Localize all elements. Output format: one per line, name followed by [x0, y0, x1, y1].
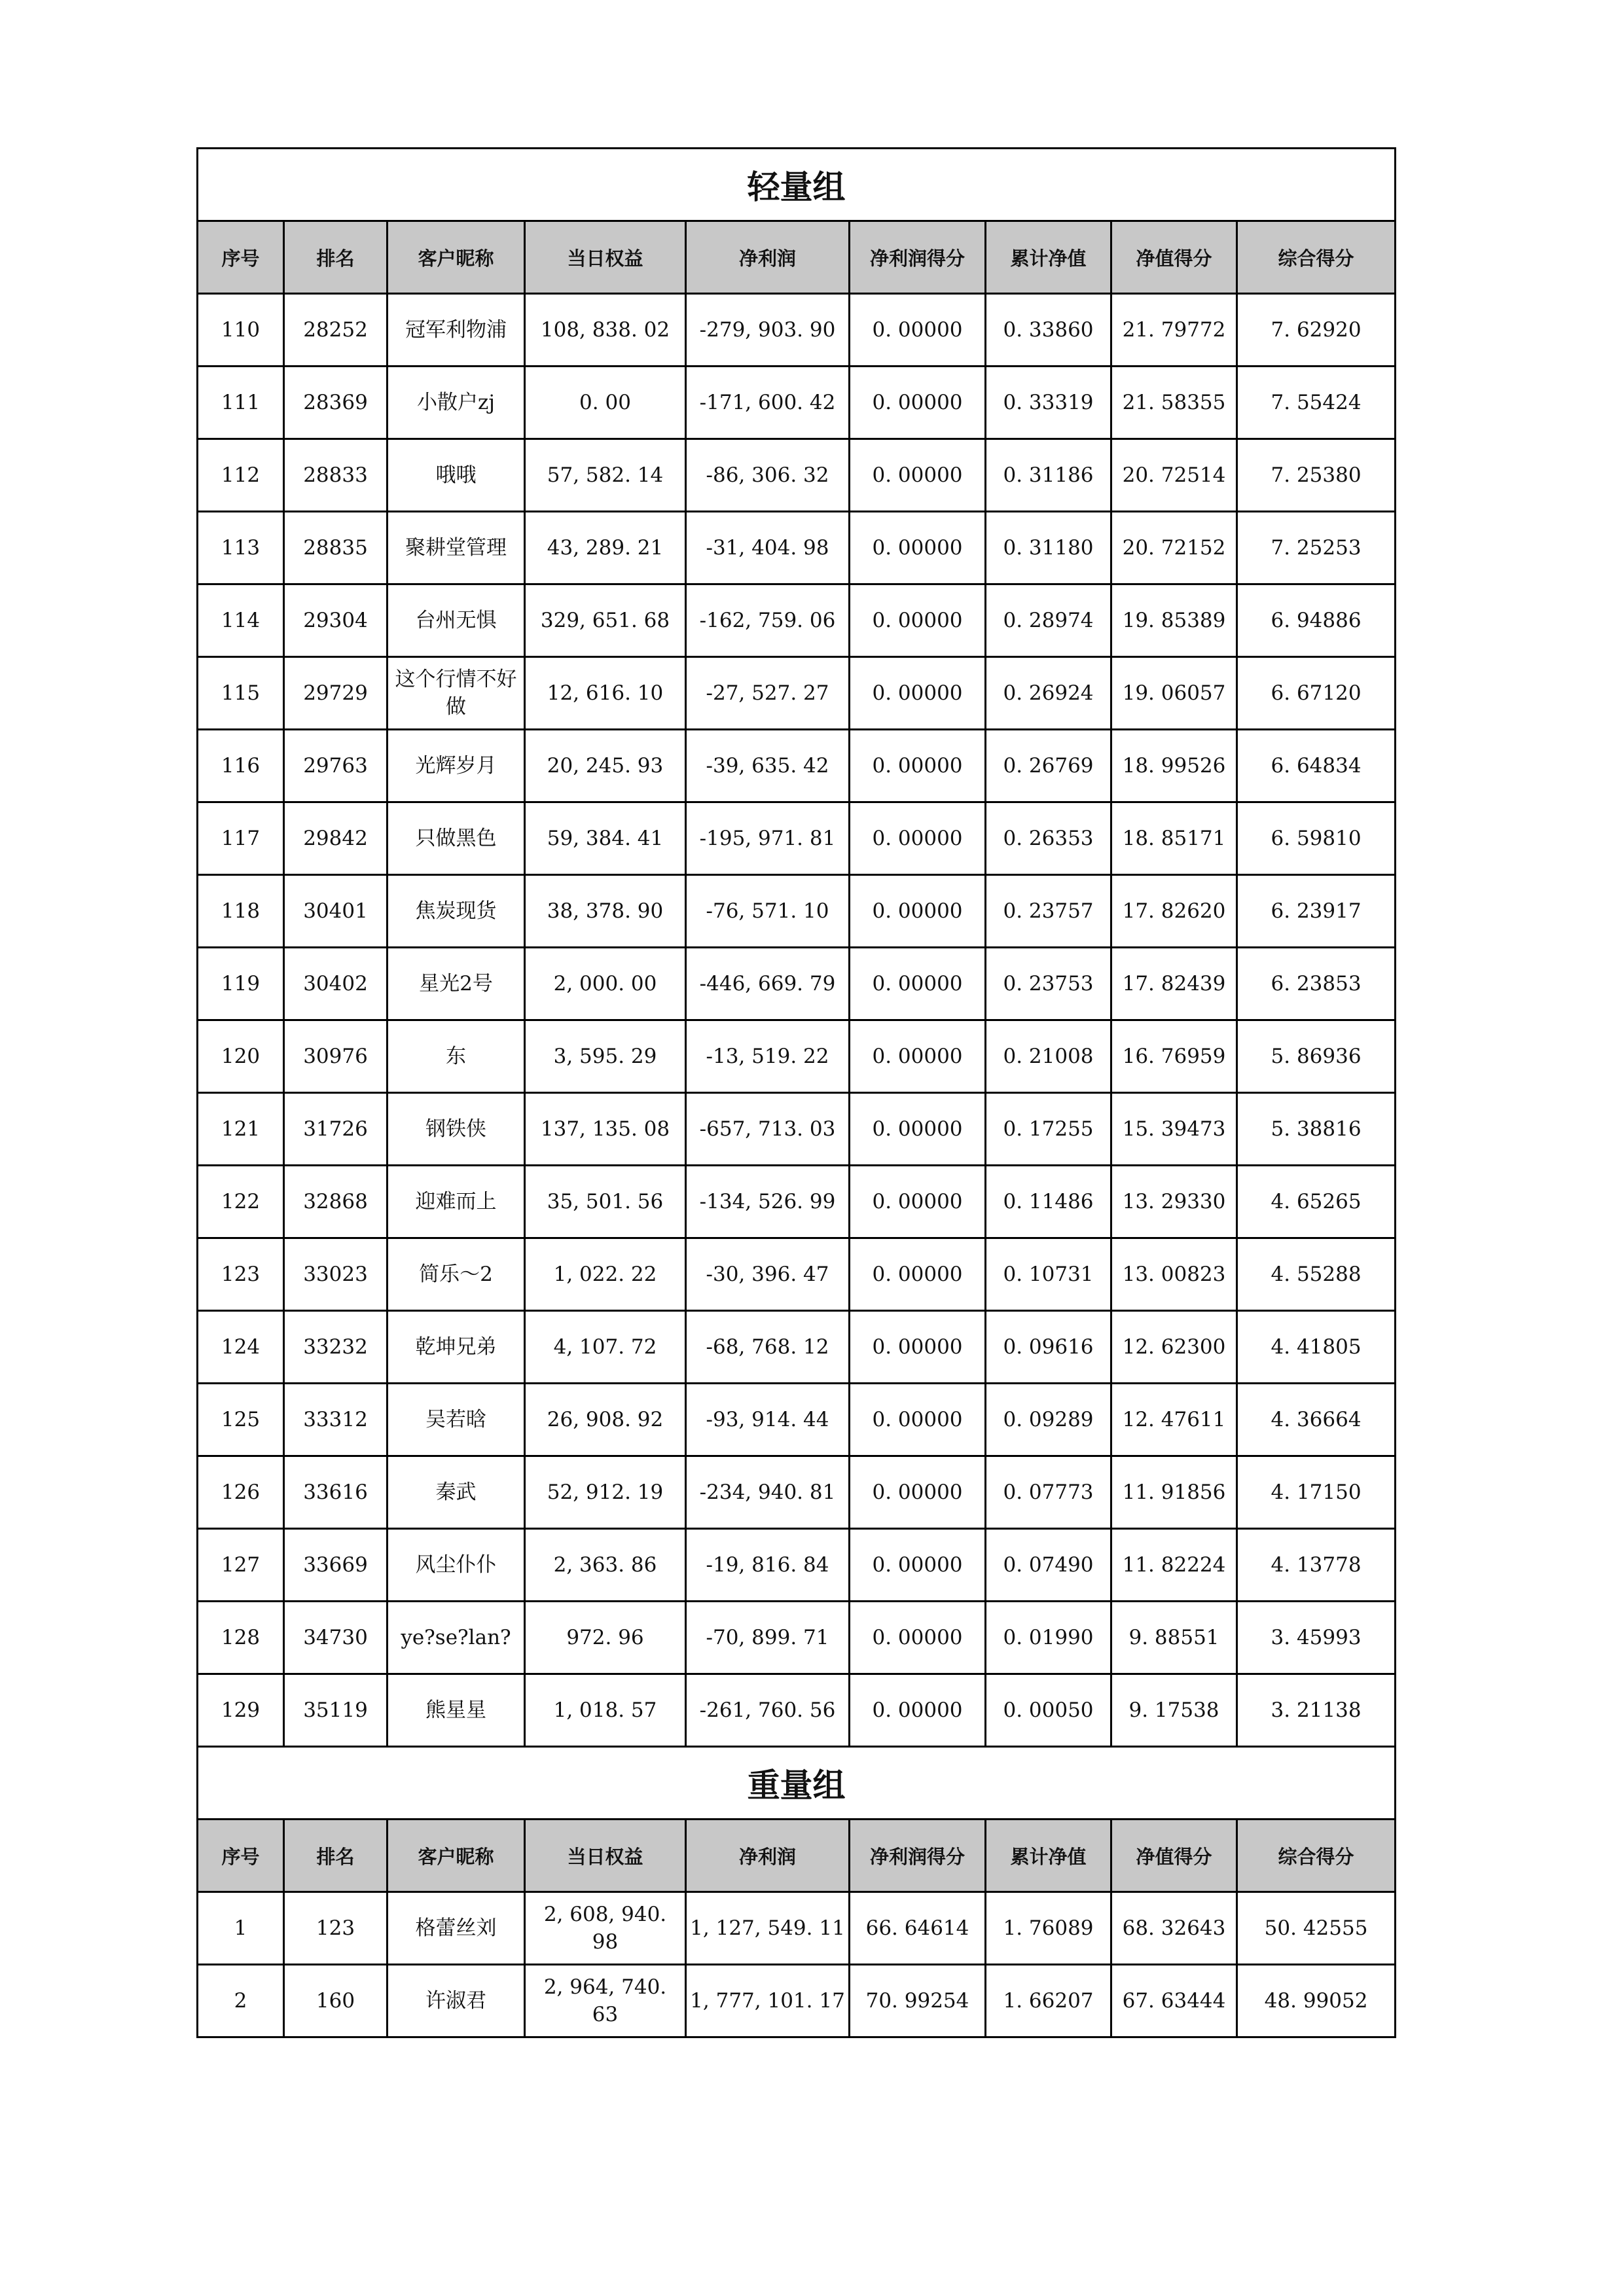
net-profit-cell: -13, 519. 22 [686, 1020, 850, 1093]
nav-score-cell: 21. 79772 [1111, 294, 1237, 367]
nickname-cell: 乾坤兄弟 [388, 1311, 525, 1384]
nickname-cell: 风尘仆仆 [388, 1529, 525, 1602]
overall-score-cell: 50. 42555 [1237, 1892, 1396, 1965]
equity-cell: 2, 000. 00 [525, 948, 686, 1020]
cumulative-nav-cell: 0. 07490 [986, 1529, 1111, 1602]
column-header: 当日权益 [525, 221, 686, 294]
net-profit-score-cell: 0. 00000 [850, 294, 986, 367]
nav-score-cell: 19. 85389 [1111, 584, 1237, 657]
net-profit-score-cell: 0. 00000 [850, 1093, 986, 1166]
rank-cell: 33023 [284, 1238, 388, 1311]
cumulative-nav-cell: 0. 26353 [986, 802, 1111, 875]
serial-cell: 113 [198, 512, 284, 584]
nav-score-cell: 13. 29330 [1111, 1166, 1237, 1238]
rank-cell: 33616 [284, 1456, 388, 1529]
overall-score-cell: 7. 25380 [1237, 439, 1396, 512]
cumulative-nav-cell: 0. 17255 [986, 1093, 1111, 1166]
table-row [198, 657, 1396, 730]
cumulative-nav-cell: 0. 09289 [986, 1384, 1111, 1456]
net-profit-cell: -30, 396. 47 [686, 1238, 850, 1311]
serial-cell: 128 [198, 1602, 284, 1674]
nickname-cell: ye?se?lan? [388, 1602, 525, 1674]
table-row [198, 439, 1396, 512]
nav-score-cell: 19. 06057 [1111, 657, 1237, 730]
overall-score-cell: 4. 17150 [1237, 1456, 1396, 1529]
nickname-cell: 迎难而上 [388, 1166, 525, 1238]
table-row [198, 512, 1396, 584]
table-row [198, 1311, 1396, 1384]
nickname-cell: 许淑君 [388, 1965, 525, 2037]
table-body [198, 149, 1396, 2037]
net-profit-score-cell: 0. 00000 [850, 1311, 986, 1384]
cumulative-nav-cell: 0. 33860 [986, 294, 1111, 367]
group-title: 轻量组 [198, 149, 1396, 221]
cumulative-nav-cell: 0. 31186 [986, 439, 1111, 512]
nav-score-cell: 11. 91856 [1111, 1456, 1237, 1529]
net-profit-score-cell: 0. 00000 [850, 439, 986, 512]
equity-cell: 43, 289. 21 [525, 512, 686, 584]
equity-cell: 0. 00 [525, 367, 686, 439]
net-profit-score-cell: 0. 00000 [850, 1456, 986, 1529]
table-row [198, 584, 1396, 657]
cumulative-nav-cell: 0. 23753 [986, 948, 1111, 1020]
nickname-cell: 聚耕堂管理 [388, 512, 525, 584]
serial-cell: 123 [198, 1238, 284, 1311]
nav-score-cell: 68. 32643 [1111, 1892, 1237, 1965]
net-profit-cell: -171, 600. 42 [686, 367, 850, 439]
cumulative-nav-cell: 0. 01990 [986, 1602, 1111, 1674]
net-profit-score-cell: 70. 99254 [850, 1965, 986, 2037]
equity-cell: 2, 363. 86 [525, 1529, 686, 1602]
cumulative-nav-cell: 0. 10731 [986, 1238, 1111, 1311]
serial-cell: 111 [198, 367, 284, 439]
table-row [198, 1456, 1396, 1529]
overall-score-cell: 5. 38816 [1237, 1093, 1396, 1166]
nav-score-cell: 18. 99526 [1111, 730, 1237, 802]
overall-score-cell: 4. 36664 [1237, 1384, 1396, 1456]
nav-score-cell: 17. 82439 [1111, 948, 1237, 1020]
rank-cell: 33312 [284, 1384, 388, 1456]
overall-score-cell: 7. 25253 [1237, 512, 1396, 584]
cumulative-nav-cell: 0. 21008 [986, 1020, 1111, 1093]
net-profit-score-cell: 0. 00000 [850, 1529, 986, 1602]
column-header: 净利润 [686, 1820, 850, 1892]
net-profit-score-cell: 0. 00000 [850, 584, 986, 657]
overall-score-cell: 4. 41805 [1237, 1311, 1396, 1384]
equity-cell: 52, 912. 19 [525, 1456, 686, 1529]
serial-cell: 121 [198, 1093, 284, 1166]
serial-cell: 124 [198, 1311, 284, 1384]
equity-cell: 1, 022. 22 [525, 1238, 686, 1311]
cumulative-nav-cell: 0. 26924 [986, 657, 1111, 730]
column-header: 序号 [198, 221, 284, 294]
group-title-row [198, 1747, 1396, 1820]
table-row [198, 875, 1396, 948]
serial-cell: 129 [198, 1674, 284, 1747]
nickname-cell: 光辉岁月 [388, 730, 525, 802]
nickname-cell: 东 [388, 1020, 525, 1093]
rank-cell: 32868 [284, 1166, 388, 1238]
equity-cell: 137, 135. 08 [525, 1093, 686, 1166]
cumulative-nav-cell: 0. 07773 [986, 1456, 1111, 1529]
net-profit-score-cell: 0. 00000 [850, 367, 986, 439]
serial-cell: 115 [198, 657, 284, 730]
serial-cell: 119 [198, 948, 284, 1020]
table-row [198, 1384, 1396, 1456]
rank-cell: 29842 [284, 802, 388, 875]
net-profit-score-cell: 0. 00000 [850, 1238, 986, 1311]
serial-cell: 112 [198, 439, 284, 512]
net-profit-score-cell: 0. 00000 [850, 802, 986, 875]
column-header: 净利润得分 [850, 221, 986, 294]
rank-cell: 33232 [284, 1311, 388, 1384]
net-profit-cell: -446, 669. 79 [686, 948, 850, 1020]
rank-cell: 30976 [284, 1020, 388, 1093]
net-profit-cell: -31, 404. 98 [686, 512, 850, 584]
equity-cell: 38, 378. 90 [525, 875, 686, 948]
table-row [198, 1020, 1396, 1093]
table-row [198, 1602, 1396, 1674]
nav-score-cell: 12. 62300 [1111, 1311, 1237, 1384]
net-profit-cell: -134, 526. 99 [686, 1166, 850, 1238]
rank-cell: 28252 [284, 294, 388, 367]
nickname-cell: 钢铁侠 [388, 1093, 525, 1166]
table-row [198, 730, 1396, 802]
overall-score-cell: 3. 45993 [1237, 1602, 1396, 1674]
nav-score-cell: 20. 72514 [1111, 439, 1237, 512]
column-header: 累计净值 [986, 221, 1111, 294]
table-row [198, 1892, 1396, 1965]
nav-score-cell: 15. 39473 [1111, 1093, 1237, 1166]
cumulative-nav-cell: 1. 76089 [986, 1892, 1111, 1965]
net-profit-cell: 1, 127, 549. 11 [686, 1892, 850, 1965]
nav-score-cell: 18. 85171 [1111, 802, 1237, 875]
nickname-cell: 哦哦 [388, 439, 525, 512]
overall-score-cell: 3. 21138 [1237, 1674, 1396, 1747]
rank-cell: 123 [284, 1892, 388, 1965]
overall-score-cell: 48. 99052 [1237, 1965, 1396, 2037]
nickname-cell: 这个行情不好做 [388, 657, 525, 730]
rank-cell: 29763 [284, 730, 388, 802]
cumulative-nav-cell: 0. 00050 [986, 1674, 1111, 1747]
cumulative-nav-cell: 0. 31180 [986, 512, 1111, 584]
nav-score-cell: 9. 88551 [1111, 1602, 1237, 1674]
cumulative-nav-cell: 0. 26769 [986, 730, 1111, 802]
nav-score-cell: 21. 58355 [1111, 367, 1237, 439]
nav-score-cell: 9. 17538 [1111, 1674, 1237, 1747]
nav-score-cell: 20. 72152 [1111, 512, 1237, 584]
header-row [198, 221, 1396, 294]
nickname-cell: 格蕾丝刘 [388, 1892, 525, 1965]
equity-cell: 108, 838. 02 [525, 294, 686, 367]
net-profit-cell: -279, 903. 90 [686, 294, 850, 367]
nickname-cell: 小散户zj [388, 367, 525, 439]
cumulative-nav-cell: 0. 23757 [986, 875, 1111, 948]
rank-cell: 33669 [284, 1529, 388, 1602]
nickname-cell: 星光2号 [388, 948, 525, 1020]
column-header: 综合得分 [1237, 1820, 1396, 1892]
net-profit-score-cell: 66. 64614 [850, 1892, 986, 1965]
nickname-cell: 熊星星 [388, 1674, 525, 1747]
table-row [198, 1238, 1396, 1311]
ranking-table [196, 147, 1396, 2038]
cumulative-nav-cell: 1. 66207 [986, 1965, 1111, 2037]
table-row [198, 1529, 1396, 1602]
nav-score-cell: 67. 63444 [1111, 1965, 1237, 2037]
column-header: 净值得分 [1111, 221, 1237, 294]
rank-cell: 30402 [284, 948, 388, 1020]
rank-cell: 29729 [284, 657, 388, 730]
overall-score-cell: 4. 55288 [1237, 1238, 1396, 1311]
nickname-cell: 台州无惧 [388, 584, 525, 657]
overall-score-cell: 5. 86936 [1237, 1020, 1396, 1093]
cumulative-nav-cell: 0. 09616 [986, 1311, 1111, 1384]
equity-cell: 4, 107. 72 [525, 1311, 686, 1384]
net-profit-cell: -76, 571. 10 [686, 875, 850, 948]
overall-score-cell: 6. 23917 [1237, 875, 1396, 948]
overall-score-cell: 6. 67120 [1237, 657, 1396, 730]
equity-cell: 1, 018. 57 [525, 1674, 686, 1747]
nickname-cell: 焦炭现货 [388, 875, 525, 948]
rank-cell: 28369 [284, 367, 388, 439]
table-row [198, 294, 1396, 367]
nickname-cell: 冠军利物浦 [388, 294, 525, 367]
serial-cell: 116 [198, 730, 284, 802]
nickname-cell: 秦武 [388, 1456, 525, 1529]
equity-cell: 972. 96 [525, 1602, 686, 1674]
net-profit-cell: 1, 777, 101. 17 [686, 1965, 850, 2037]
column-header: 排名 [284, 1820, 388, 1892]
nav-score-cell: 11. 82224 [1111, 1529, 1237, 1602]
equity-cell: 57, 582. 14 [525, 439, 686, 512]
overall-score-cell: 4. 65265 [1237, 1166, 1396, 1238]
column-header: 当日权益 [525, 1820, 686, 1892]
serial-cell: 110 [198, 294, 284, 367]
column-header: 客户昵称 [388, 1820, 525, 1892]
net-profit-cell: -68, 768. 12 [686, 1311, 850, 1384]
column-header: 综合得分 [1237, 221, 1396, 294]
net-profit-score-cell: 0. 00000 [850, 1166, 986, 1238]
rank-cell: 160 [284, 1965, 388, 2037]
rank-cell: 28833 [284, 439, 388, 512]
net-profit-score-cell: 0. 00000 [850, 1384, 986, 1456]
column-header: 累计净值 [986, 1820, 1111, 1892]
rank-cell: 29304 [284, 584, 388, 657]
nickname-cell: 简乐～2 [388, 1238, 525, 1311]
net-profit-score-cell: 0. 00000 [850, 1602, 986, 1674]
net-profit-cell: -261, 760. 56 [686, 1674, 850, 1747]
overall-score-cell: 6. 59810 [1237, 802, 1396, 875]
table-row [198, 1674, 1396, 1747]
table-row [198, 367, 1396, 439]
nickname-cell: 只做黑色 [388, 802, 525, 875]
net-profit-cell: -70, 899. 71 [686, 1602, 850, 1674]
column-header: 净利润 [686, 221, 850, 294]
column-header: 净利润得分 [850, 1820, 986, 1892]
equity-cell: 12, 616. 10 [525, 657, 686, 730]
net-profit-score-cell: 0. 00000 [850, 948, 986, 1020]
equity-cell: 35, 501. 56 [525, 1166, 686, 1238]
serial-cell: 1 [198, 1892, 284, 1965]
column-header: 排名 [284, 221, 388, 294]
net-profit-cell: -93, 914. 44 [686, 1384, 850, 1456]
overall-score-cell: 6. 64834 [1237, 730, 1396, 802]
net-profit-score-cell: 0. 00000 [850, 1674, 986, 1747]
nav-score-cell: 16. 76959 [1111, 1020, 1237, 1093]
equity-cell: 3, 595. 29 [525, 1020, 686, 1093]
net-profit-cell: -195, 971. 81 [686, 802, 850, 875]
rank-cell: 30401 [284, 875, 388, 948]
serial-cell: 125 [198, 1384, 284, 1456]
serial-cell: 120 [198, 1020, 284, 1093]
column-header: 客户昵称 [388, 221, 525, 294]
net-profit-score-cell: 0. 00000 [850, 875, 986, 948]
nav-score-cell: 13. 00823 [1111, 1238, 1237, 1311]
equity-cell: 59, 384. 41 [525, 802, 686, 875]
cumulative-nav-cell: 0. 11486 [986, 1166, 1111, 1238]
net-profit-score-cell: 0. 00000 [850, 730, 986, 802]
rank-cell: 31726 [284, 1093, 388, 1166]
equity-cell: 26, 908. 92 [525, 1384, 686, 1456]
net-profit-cell: -162, 759. 06 [686, 584, 850, 657]
overall-score-cell: 7. 55424 [1237, 367, 1396, 439]
header-row [198, 1820, 1396, 1892]
cumulative-nav-cell: 0. 28974 [986, 584, 1111, 657]
table-row [198, 802, 1396, 875]
column-header: 序号 [198, 1820, 284, 1892]
net-profit-cell: -39, 635. 42 [686, 730, 850, 802]
net-profit-score-cell: 0. 00000 [850, 1020, 986, 1093]
table-row [198, 1965, 1396, 2037]
net-profit-cell: -86, 306. 32 [686, 439, 850, 512]
nav-score-cell: 12. 47611 [1111, 1384, 1237, 1456]
group-title-row [198, 149, 1396, 221]
nav-score-cell: 17. 82620 [1111, 875, 1237, 948]
nickname-cell: 吴若晗 [388, 1384, 525, 1456]
serial-cell: 2 [198, 1965, 284, 2037]
overall-score-cell: 7. 62920 [1237, 294, 1396, 367]
equity-cell: 20, 245. 93 [525, 730, 686, 802]
equity-cell: 329, 651. 68 [525, 584, 686, 657]
overall-score-cell: 6. 23853 [1237, 948, 1396, 1020]
net-profit-score-cell: 0. 00000 [850, 512, 986, 584]
serial-cell: 126 [198, 1456, 284, 1529]
group-title: 重量组 [198, 1747, 1396, 1820]
net-profit-cell: -657, 713. 03 [686, 1093, 850, 1166]
serial-cell: 118 [198, 875, 284, 948]
net-profit-score-cell: 0. 00000 [850, 657, 986, 730]
equity-cell: 2, 964, 740. 63 [525, 1965, 686, 2037]
net-profit-cell: -27, 527. 27 [686, 657, 850, 730]
serial-cell: 114 [198, 584, 284, 657]
net-profit-cell: -234, 940. 81 [686, 1456, 850, 1529]
serial-cell: 117 [198, 802, 284, 875]
column-header: 净值得分 [1111, 1820, 1237, 1892]
equity-cell: 2, 608, 940. 98 [525, 1892, 686, 1965]
rank-cell: 35119 [284, 1674, 388, 1747]
rank-cell: 28835 [284, 512, 388, 584]
rank-cell: 34730 [284, 1602, 388, 1674]
net-profit-cell: -19, 816. 84 [686, 1529, 850, 1602]
table-row [198, 1093, 1396, 1166]
serial-cell: 127 [198, 1529, 284, 1602]
cumulative-nav-cell: 0. 33319 [986, 367, 1111, 439]
serial-cell: 122 [198, 1166, 284, 1238]
overall-score-cell: 4. 13778 [1237, 1529, 1396, 1602]
overall-score-cell: 6. 94886 [1237, 584, 1396, 657]
table-row [198, 948, 1396, 1020]
table-row [198, 1166, 1396, 1238]
